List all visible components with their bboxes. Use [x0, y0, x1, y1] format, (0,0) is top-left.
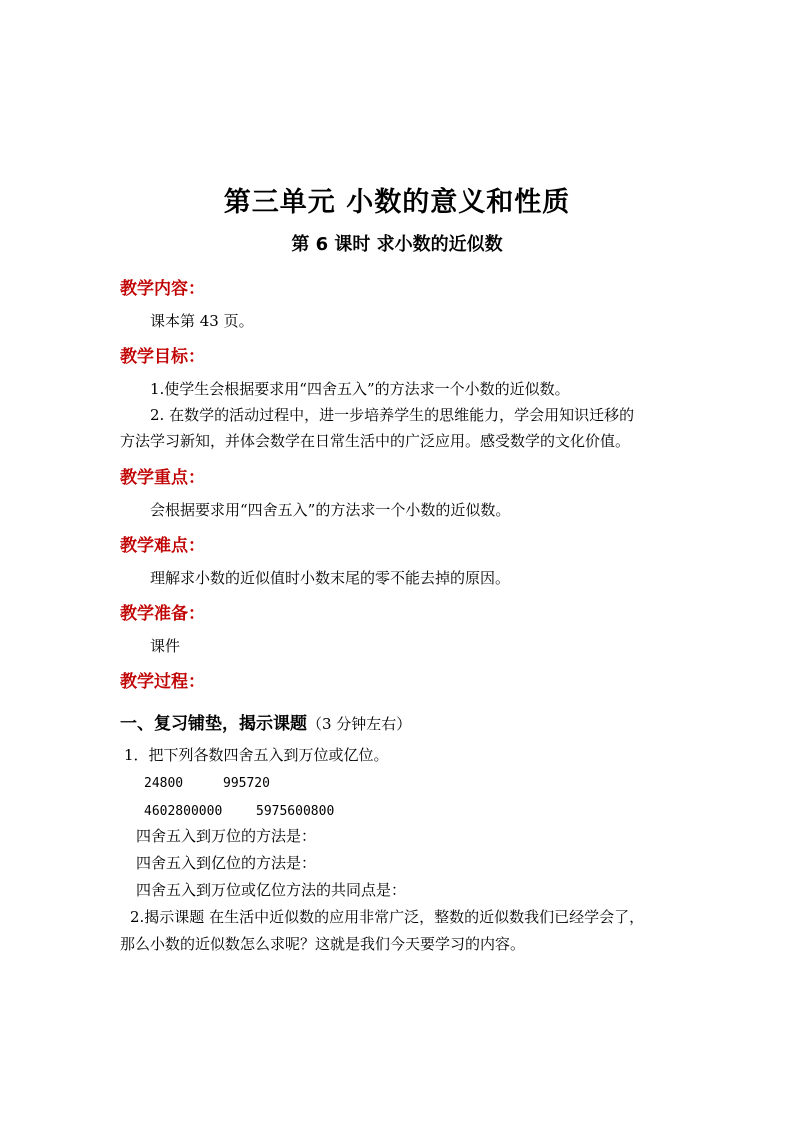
heading-preparation: 教学准备：	[120, 604, 205, 624]
key-points-text: 会根据要求用“四舍五入”的方法求一个小数的近似数。	[150, 501, 511, 519]
difficulties-text: 理解求小数的近似值时小数末尾的零不能去掉的原因。	[150, 569, 511, 587]
preparation-text: 课件	[150, 637, 181, 655]
goal-item-2-line-2: 方法学习新知，并体会数学在日常生活中的广泛应用。感受数学的文化价值。	[120, 432, 631, 450]
document-title: 第三单元 小数的意义和性质	[223, 187, 571, 218]
part1-title: 一、复习铺垫，揭示课题	[120, 714, 307, 734]
question-2-line-2: 那么小数的近似数怎么求呢？这就是我们今天要学习的内容。	[120, 935, 526, 953]
lesson-subtitle: 第 6 课时 求小数的近似数	[291, 234, 503, 255]
number-4602800000: 4602800000	[144, 804, 223, 819]
number-5975600800: 5975600800	[256, 804, 335, 819]
heading-teaching-content: 教学内容：	[120, 279, 205, 299]
number-24800: 24800	[144, 776, 184, 791]
heading-difficulties: 教学难点：	[120, 536, 205, 556]
question-1: 1．把下列各数四舍五入到万位或亿位。	[124, 746, 389, 764]
goal-item-1: 1.使学生会根据要求用“四舍五入”的方法求一个小数的近似数。	[150, 380, 570, 398]
rounding-yi-method: 四舍五入到亿位的方法是：	[136, 854, 317, 872]
teaching-content-text: 课本第 43 页。	[150, 312, 254, 330]
rounding-common-point: 四舍五入到万位或亿位方法的共同点是：	[136, 881, 407, 899]
rounding-wan-method: 四舍五入到万位的方法是：	[136, 827, 317, 845]
heading-key-points: 教学重点：	[120, 468, 205, 488]
heading-teaching-goals: 教学目标：	[120, 347, 205, 367]
goal-item-2-line-1: 2. 在数学的活动过程中，进一步培养学生的思维能力，学会用知识迁移的	[150, 406, 635, 424]
part1-title-line	[120, 709, 411, 734]
number-995720: 995720	[223, 776, 270, 791]
part1-time-note: （3 分钟左右）	[307, 715, 412, 733]
question-2-line-1: 2.揭示课题 在生活中近似数的应用非常广泛，整数的近似数我们已经学会了，	[130, 908, 645, 926]
heading-teaching-process: 教学过程：	[120, 672, 205, 692]
